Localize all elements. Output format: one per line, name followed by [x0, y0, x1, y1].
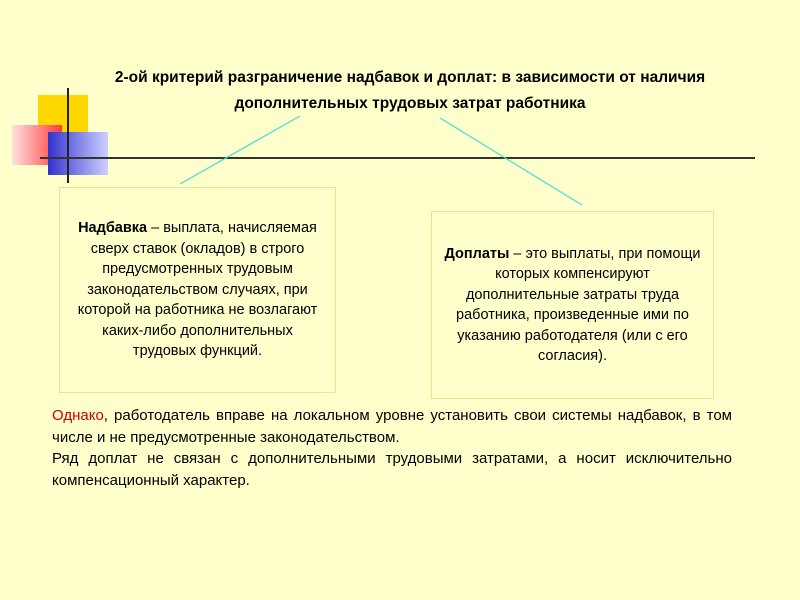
allowance-definition: – выплата, начисляемая сверх ставок (окладов) в строго предусмотренных трудовым законодательством случаях, при которой на работника не возлагают каких-либо дополнительных трудовых функций. — [77, 220, 318, 360]
slide-title: 2-ой критерий разграничение надбавок и доплат: в зависимости от наличия дополнительных трудовых затрат работника — [114, 69, 706, 112]
connector-line-left — [180, 116, 300, 184]
note-paragraph-1-text: , работодатель вправе на локальном уровне установить свои системы надбавок, в том числе и не предусмотренные законодательством. — [52, 407, 732, 446]
allowance-term: Надбавка — [78, 220, 148, 237]
note-paragraph-1 — [52, 405, 732, 448]
note-paragraph-2: Ряд доплат не связан с дополнительными трудовыми затратами, а носит исключительно компенсационный характер. — [52, 450, 732, 489]
surcharge-text — [440, 244, 705, 367]
surcharge-term: Доплаты — [444, 245, 510, 262]
definition-box-surcharge — [431, 211, 714, 399]
allowance-text — [70, 218, 325, 362]
surcharge-definition: – это выплаты, при помощи которых компенсируют дополнительные затраты труда работника, произведенные ими по указанию работодателя (или с его согласия). — [456, 245, 701, 364]
definition-box-allowance — [59, 187, 336, 393]
connector-line-right — [440, 118, 582, 205]
note-highlight: Однако — [52, 407, 104, 424]
note-block — [52, 405, 732, 491]
